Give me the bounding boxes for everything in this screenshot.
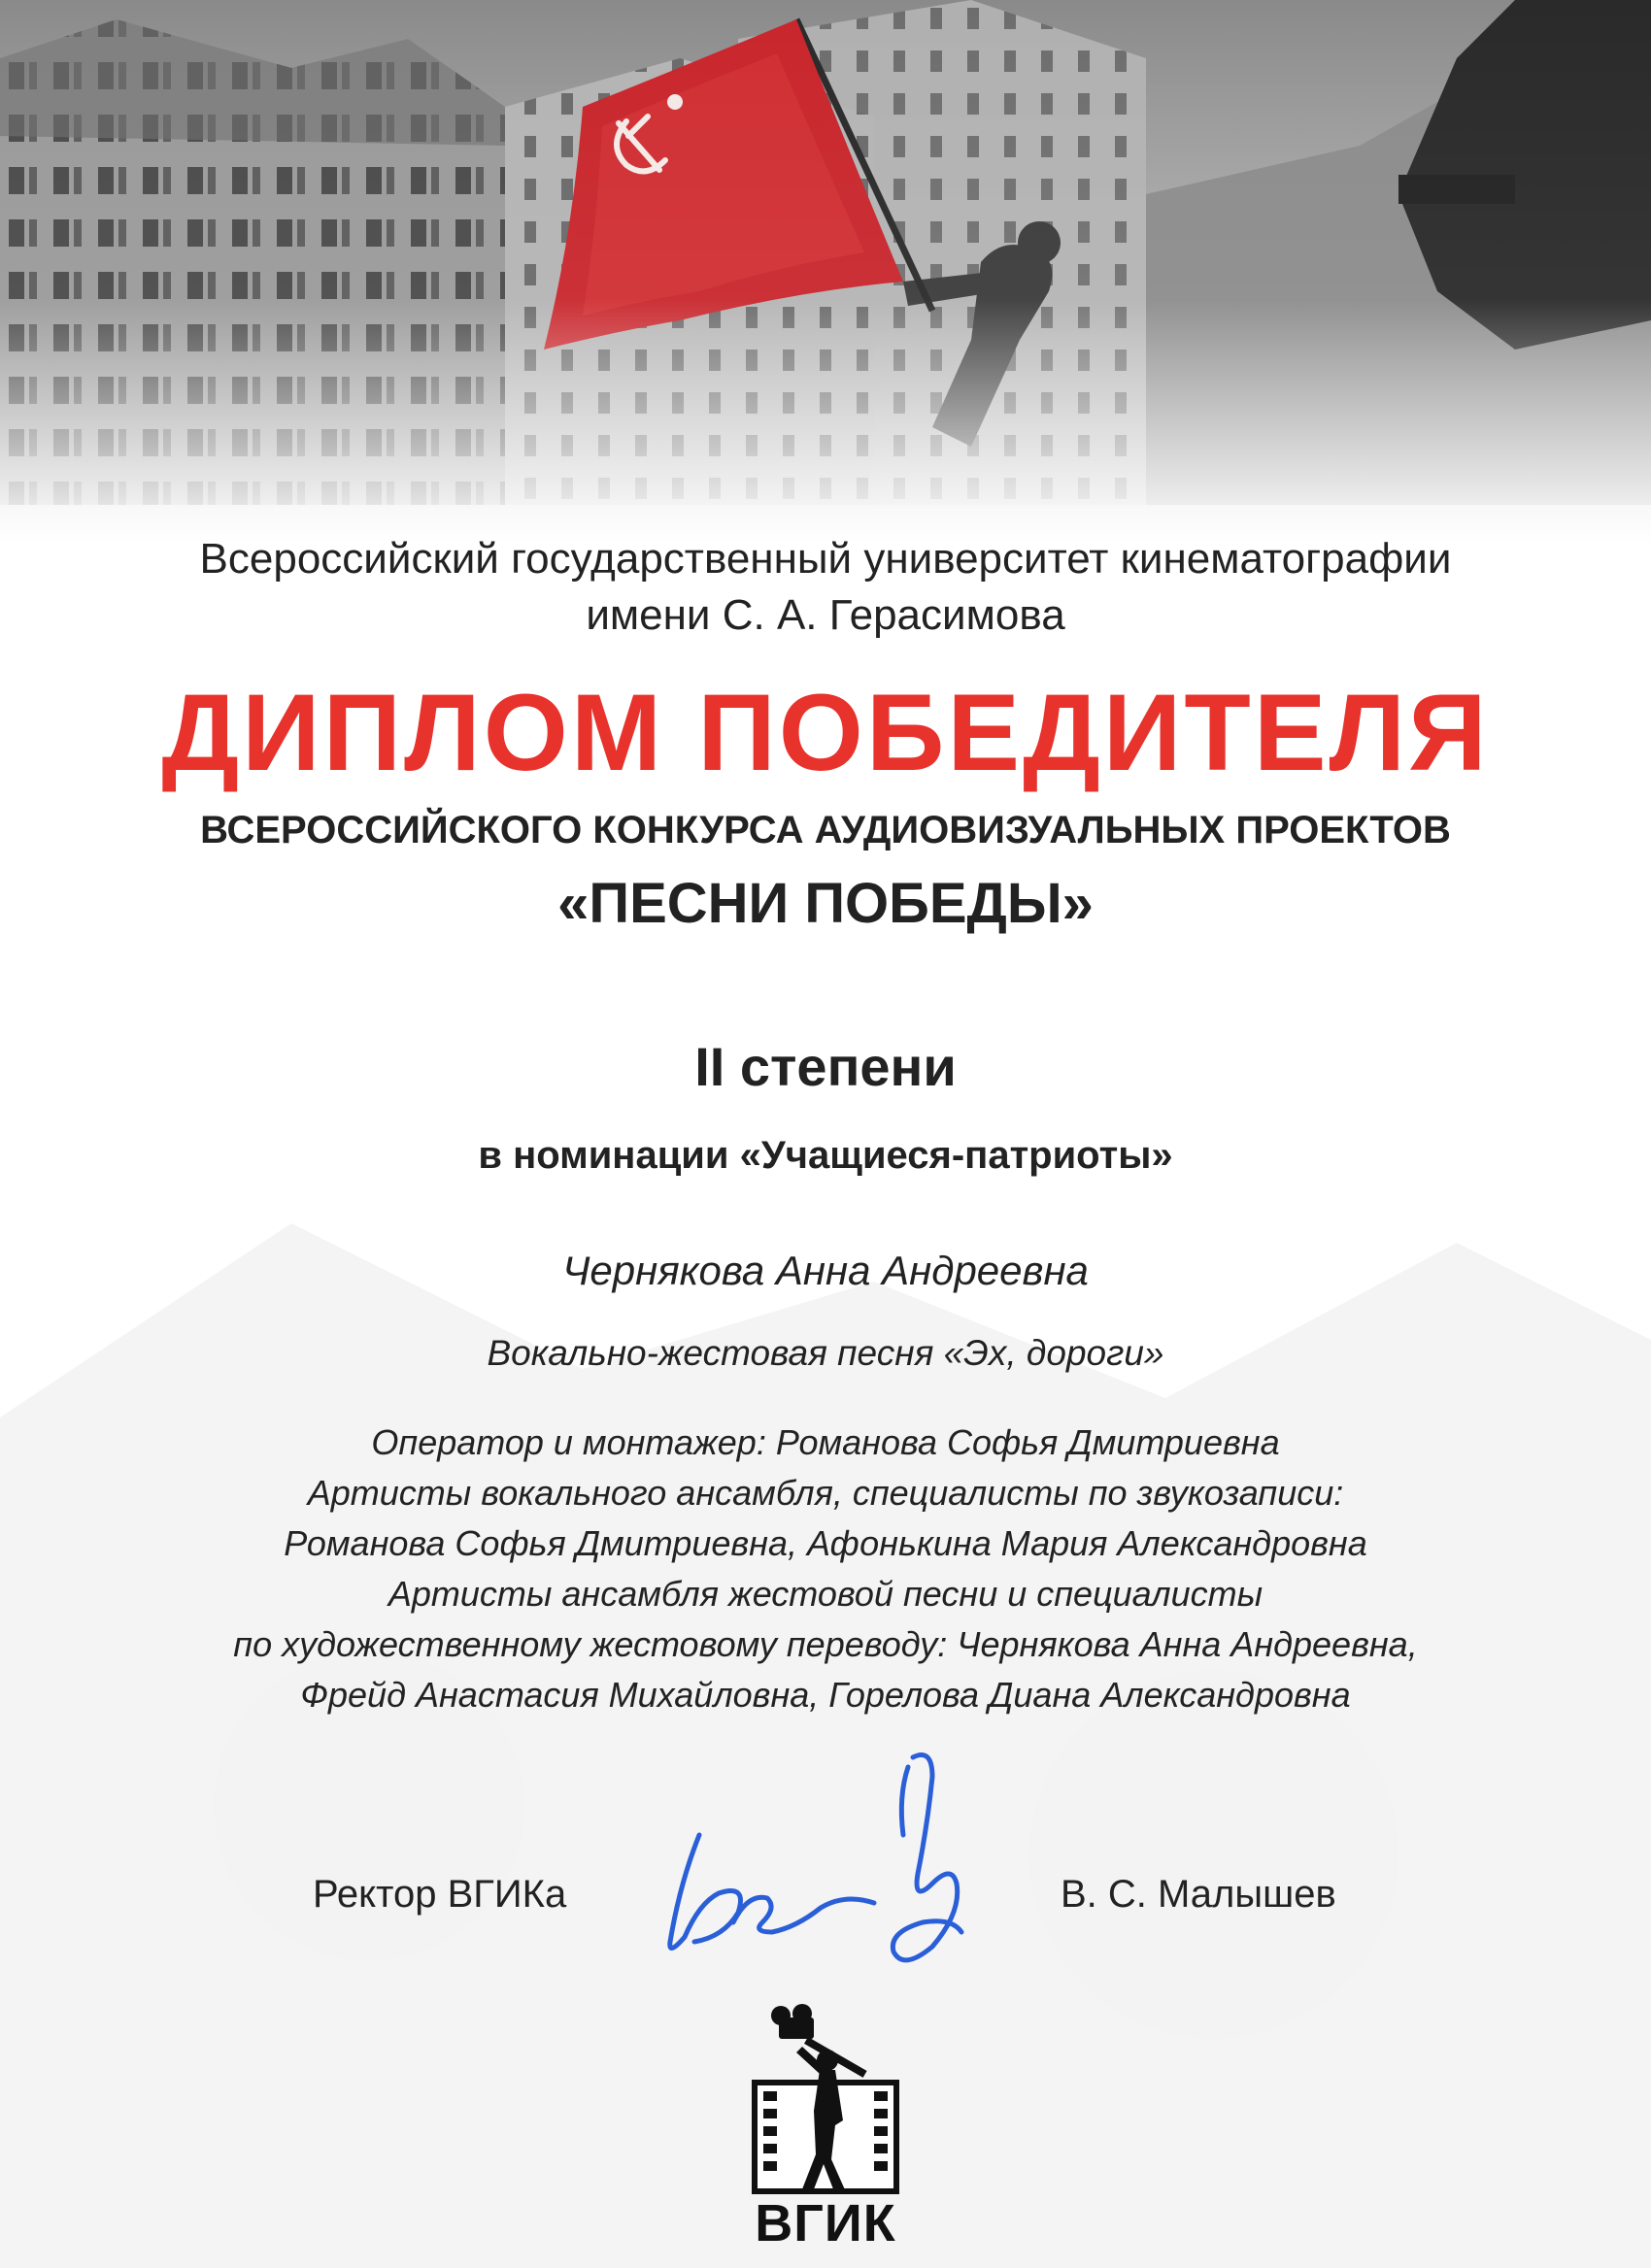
header-banner-image bbox=[0, 0, 1651, 544]
credits-block bbox=[0, 1418, 1651, 1720]
credits-line: Фрейд Анастасия Михайловна, Горелова Диана Александровна bbox=[300, 1675, 1351, 1715]
university-name-line1: Всероссийский государственный университет кинематографии bbox=[199, 535, 1452, 583]
diploma-title: ДИПЛОМ ПОБЕДИТЕЛЯ bbox=[161, 672, 1490, 793]
vgik-logo-text: ВГИК bbox=[755, 2194, 896, 2252]
recipient-name: Чернякова Анна Андреевна bbox=[562, 1248, 1089, 1293]
signatory-position: Ректор ВГИКа bbox=[313, 1873, 567, 1916]
contest-description: ВСЕРОССИЙСКОГО КОНКУРСА АУДИОВИЗУАЛЬНЫХ ПРОЕКТОВ bbox=[200, 809, 1451, 851]
handwritten-signature bbox=[641, 1738, 1010, 1990]
signatory-name: В. С. Малышев bbox=[1061, 1873, 1336, 1916]
nomination: в номинации «Учащиеся-патриоты» bbox=[478, 1134, 1173, 1177]
award-degree: II степени bbox=[694, 1036, 957, 1097]
credits-line: Романова Софья Дмитриевна, Афонькина Мария Александровна bbox=[284, 1523, 1367, 1563]
work-title: Вокально-жестовая песня «Эх, дороги» bbox=[487, 1333, 1164, 1373]
credits-line: Оператор и монтажер: Романова Софья Дмитриевна bbox=[371, 1422, 1280, 1462]
credits-line: Артисты ансамбля жестовой песни и специалисты bbox=[387, 1574, 1264, 1614]
credits-line: Артисты вокального ансамбля, специалисты по звукозаписи: bbox=[307, 1473, 1344, 1513]
contest-name: «ПЕСНИ ПОБЕДЫ» bbox=[557, 872, 1094, 935]
university-name-line2: имени С. А. Герасимова bbox=[586, 591, 1065, 639]
credits-line: по художественному жестовому переводу: Чернякова Анна Андреевна, bbox=[233, 1624, 1418, 1664]
